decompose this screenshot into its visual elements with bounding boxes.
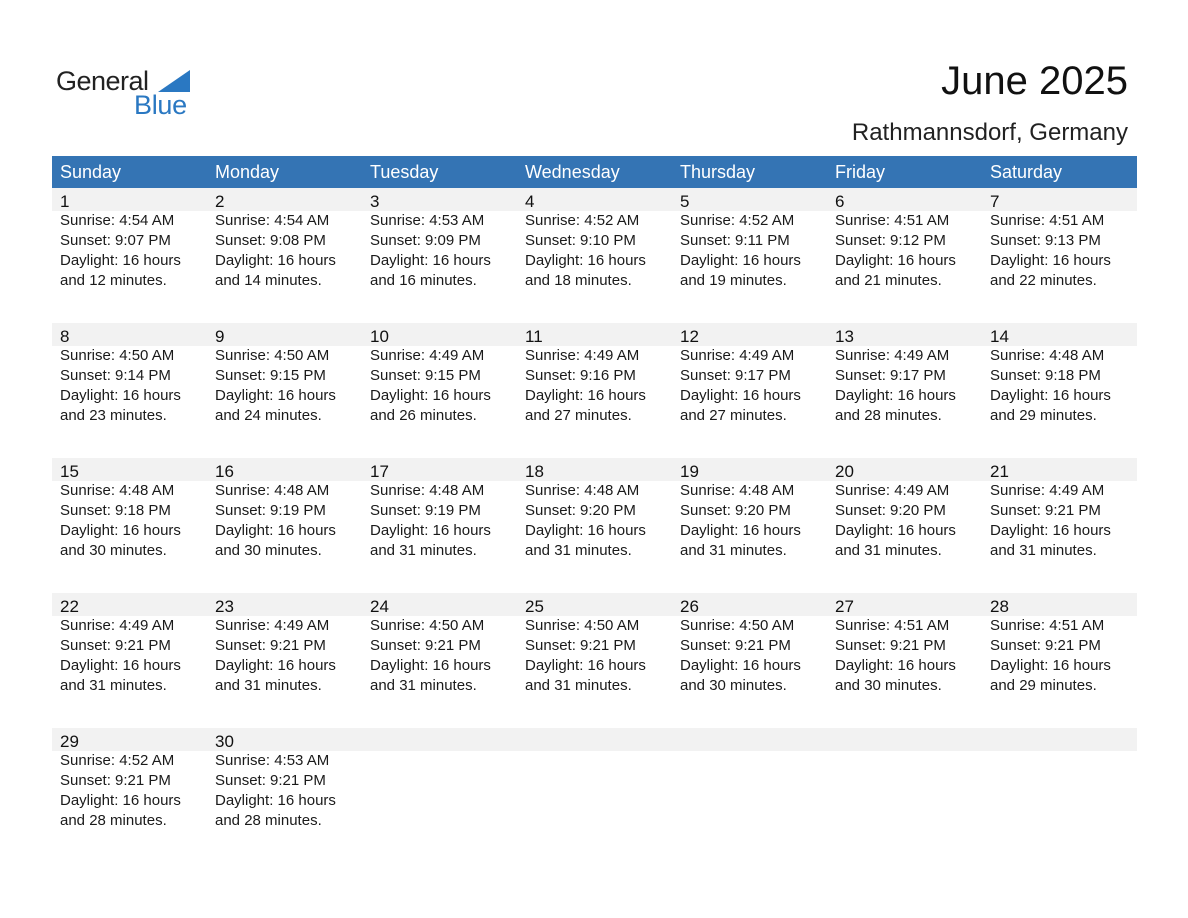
sunrise-text: Sunrise: 4:51 AM — [990, 617, 1105, 634]
sunrise-text: Sunrise: 4:50 AM — [525, 617, 640, 634]
sunrise-text: Sunrise: 4:52 AM — [680, 212, 795, 229]
week-cells — [52, 323, 1137, 426]
daylight-hours-text: Daylight: 16 hours — [370, 522, 491, 539]
day-cell — [982, 728, 1137, 831]
day-cell — [982, 323, 1137, 426]
day-cell — [207, 188, 362, 291]
sunset-text: Sunset: 9:20 PM — [835, 502, 946, 519]
daylight-hours-text: Daylight: 16 hours — [680, 657, 801, 674]
daylight-minutes-text: and 26 minutes. — [370, 407, 477, 424]
logo-general-text: General — [56, 66, 149, 96]
sunrise-text: Sunrise: 4:49 AM — [835, 347, 950, 364]
sunset-text: Sunset: 9:14 PM — [60, 367, 171, 384]
daylight-hours-text: Daylight: 16 hours — [60, 252, 181, 269]
day-number — [370, 728, 517, 751]
sunset-text: Sunset: 9:19 PM — [370, 502, 481, 519]
daylight-minutes-text: and 31 minutes. — [525, 542, 632, 559]
sunrise-text: Sunrise: 4:49 AM — [835, 482, 950, 499]
day-number — [680, 728, 827, 751]
day-cell — [672, 323, 827, 426]
daylight-minutes-text: and 23 minutes. — [60, 407, 167, 424]
week-row — [52, 323, 1137, 458]
day-cell — [672, 188, 827, 291]
daylight-hours-text: Daylight: 16 hours — [835, 522, 956, 539]
sunset-text: Sunset: 9:21 PM — [990, 637, 1101, 654]
sunset-text: Sunset: 9:18 PM — [990, 367, 1101, 384]
sunrise-text: Sunrise: 4:51 AM — [990, 212, 1105, 229]
sunset-text: Sunset: 9:15 PM — [370, 367, 481, 384]
day-number: 19 — [680, 462, 699, 481]
day-number: 12 — [680, 327, 699, 346]
day-number: 14 — [990, 327, 1009, 346]
sunrise-text: Sunrise: 4:53 AM — [215, 752, 330, 769]
sunset-text: Sunset: 9:11 PM — [680, 232, 790, 249]
sunrise-text: Sunrise: 4:50 AM — [215, 347, 330, 364]
daylight-hours-text: Daylight: 16 hours — [835, 252, 956, 269]
daylight-minutes-text: and 14 minutes. — [215, 272, 322, 289]
weekday-header-monday: Monday — [215, 162, 280, 182]
sunset-text: Sunset: 9:17 PM — [835, 367, 946, 384]
daylight-minutes-text: and 31 minutes. — [370, 542, 477, 559]
daylight-minutes-text: and 31 minutes. — [680, 542, 787, 559]
daylight-hours-text: Daylight: 16 hours — [990, 252, 1111, 269]
sunset-text: Sunset: 9:21 PM — [60, 637, 171, 654]
day-cell — [52, 323, 207, 426]
day-number: 5 — [680, 192, 690, 211]
day-cell — [52, 728, 207, 831]
day-cell — [362, 728, 517, 831]
day-cell — [517, 593, 672, 696]
day-cell — [517, 323, 672, 426]
daylight-minutes-text: and 12 minutes. — [60, 272, 167, 289]
sunset-text: Sunset: 9:08 PM — [215, 232, 326, 249]
daylight-minutes-text: and 29 minutes. — [990, 407, 1097, 424]
daylight-minutes-text: and 31 minutes. — [525, 677, 632, 694]
sunrise-text: Sunrise: 4:48 AM — [680, 482, 795, 499]
day-cell — [52, 188, 207, 291]
daylight-hours-text: Daylight: 16 hours — [215, 522, 336, 539]
day-cell — [207, 593, 362, 696]
daylight-hours-text: Daylight: 16 hours — [990, 522, 1111, 539]
daylight-hours-text: Daylight: 16 hours — [215, 252, 336, 269]
daylight-minutes-text: and 30 minutes. — [215, 542, 322, 559]
sunrise-text: Sunrise: 4:48 AM — [60, 482, 175, 499]
weekday-header-saturday: Saturday — [990, 162, 1063, 182]
sunrise-text: Sunrise: 4:49 AM — [215, 617, 330, 634]
day-cell — [827, 188, 982, 291]
week-cells — [52, 593, 1137, 696]
daylight-minutes-text: and 28 minutes. — [215, 812, 322, 829]
day-number: 29 — [60, 732, 79, 751]
daylight-hours-text: Daylight: 16 hours — [370, 657, 491, 674]
daylight-hours-text: Daylight: 16 hours — [215, 387, 336, 404]
daylight-hours-text: Daylight: 16 hours — [835, 387, 956, 404]
day-number: 20 — [835, 462, 854, 481]
daylight-minutes-text: and 27 minutes. — [680, 407, 787, 424]
day-cell — [207, 458, 362, 561]
sunrise-text: Sunrise: 4:49 AM — [60, 617, 175, 634]
daylight-minutes-text: and 19 minutes. — [680, 272, 787, 289]
daylight-hours-text: Daylight: 16 hours — [525, 522, 646, 539]
daylight-hours-text: Daylight: 16 hours — [215, 792, 336, 809]
day-cell — [672, 728, 827, 831]
sunrise-text: Sunrise: 4:49 AM — [680, 347, 795, 364]
daylight-minutes-text: and 28 minutes. — [835, 407, 942, 424]
day-number: 30 — [215, 732, 234, 751]
day-cell — [517, 728, 672, 831]
daylight-hours-text: Daylight: 16 hours — [680, 252, 801, 269]
week-row — [52, 188, 1137, 323]
day-cell — [672, 458, 827, 561]
daylight-hours-text: Daylight: 16 hours — [60, 522, 181, 539]
daylight-minutes-text: and 31 minutes. — [990, 542, 1097, 559]
sunset-text: Sunset: 9:15 PM — [215, 367, 326, 384]
day-cell — [207, 728, 362, 831]
sunrise-text: Sunrise: 4:53 AM — [370, 212, 485, 229]
daylight-minutes-text: and 30 minutes. — [835, 677, 942, 694]
daylight-hours-text: Daylight: 16 hours — [60, 657, 181, 674]
calendar-grid — [52, 156, 1137, 863]
day-number: 21 — [990, 462, 1009, 481]
daylight-minutes-text: and 18 minutes. — [525, 272, 632, 289]
daylight-hours-text: Daylight: 16 hours — [990, 657, 1111, 674]
day-number: 27 — [835, 597, 854, 616]
location-subtitle: Rathmannsdorf, Germany — [851, 119, 1128, 146]
day-number: 3 — [370, 192, 380, 211]
day-number: 22 — [60, 597, 79, 616]
day-cell — [827, 593, 982, 696]
daylight-minutes-text: and 24 minutes. — [215, 407, 322, 424]
week-row — [52, 593, 1137, 728]
sunset-text: Sunset: 9:21 PM — [990, 502, 1101, 519]
calendar-weeks — [52, 188, 1137, 863]
day-number — [990, 728, 1137, 751]
daylight-hours-text: Daylight: 16 hours — [525, 252, 646, 269]
sunrise-text: Sunrise: 4:54 AM — [60, 212, 175, 229]
sunrise-text: Sunrise: 4:48 AM — [990, 347, 1105, 364]
day-number: 11 — [525, 327, 543, 346]
daylight-hours-text: Daylight: 16 hours — [370, 387, 491, 404]
day-number: 16 — [215, 462, 234, 481]
sunrise-text: Sunrise: 4:52 AM — [60, 752, 175, 769]
sunrise-text: Sunrise: 4:51 AM — [835, 617, 950, 634]
day-cell — [982, 593, 1137, 696]
sunrise-text: Sunrise: 4:48 AM — [215, 482, 330, 499]
sunrise-text: Sunrise: 4:50 AM — [370, 617, 485, 634]
daylight-minutes-text: and 31 minutes. — [215, 677, 322, 694]
sunset-text: Sunset: 9:09 PM — [370, 232, 481, 249]
logo-triangle-icon — [158, 70, 190, 92]
day-cell — [207, 323, 362, 426]
sunset-text: Sunset: 9:21 PM — [215, 637, 326, 654]
day-cell — [982, 458, 1137, 561]
day-number: 4 — [525, 192, 535, 211]
daylight-hours-text: Daylight: 16 hours — [525, 387, 646, 404]
daylight-minutes-text: and 31 minutes. — [835, 542, 942, 559]
sunset-text: Sunset: 9:17 PM — [680, 367, 791, 384]
day-number: 25 — [525, 597, 544, 616]
sunrise-text: Sunrise: 4:52 AM — [525, 212, 640, 229]
daylight-minutes-text: and 27 minutes. — [525, 407, 632, 424]
day-cell — [52, 593, 207, 696]
week-cells — [52, 188, 1137, 291]
daylight-hours-text: Daylight: 16 hours — [370, 252, 491, 269]
day-number: 17 — [370, 462, 389, 481]
sunset-text: Sunset: 9:07 PM — [60, 232, 171, 249]
day-number: 6 — [835, 192, 845, 211]
day-number: 10 — [370, 327, 389, 346]
daylight-hours-text: Daylight: 16 hours — [60, 792, 181, 809]
daylight-hours-text: Daylight: 16 hours — [835, 657, 956, 674]
sunset-text: Sunset: 9:21 PM — [835, 637, 946, 654]
day-cell — [827, 728, 982, 831]
daylight-hours-text: Daylight: 16 hours — [990, 387, 1111, 404]
day-number: 26 — [680, 597, 699, 616]
daylight-hours-text: Daylight: 16 hours — [215, 657, 336, 674]
day-number — [835, 728, 982, 751]
week-row — [52, 728, 1137, 863]
sunrise-text: Sunrise: 4:49 AM — [370, 347, 485, 364]
day-cell — [362, 323, 517, 426]
daylight-minutes-text: and 30 minutes. — [60, 542, 167, 559]
day-cell — [362, 593, 517, 696]
weekday-header-row — [52, 156, 1137, 188]
day-cell — [827, 458, 982, 561]
day-number: 9 — [215, 327, 225, 346]
sunset-text: Sunset: 9:12 PM — [835, 232, 946, 249]
sunset-text: Sunset: 9:21 PM — [680, 637, 791, 654]
day-number: 23 — [215, 597, 234, 616]
day-cell — [517, 188, 672, 291]
week-row — [52, 458, 1137, 593]
daylight-minutes-text: and 28 minutes. — [60, 812, 167, 829]
sunrise-text: Sunrise: 4:51 AM — [835, 212, 950, 229]
weekday-header-thursday: Thursday — [680, 162, 756, 182]
sunrise-text: Sunrise: 4:49 AM — [990, 482, 1105, 499]
sunset-text: Sunset: 9:20 PM — [525, 502, 636, 519]
sunset-text: Sunset: 9:20 PM — [680, 502, 791, 519]
week-cells — [52, 728, 1137, 831]
daylight-minutes-text: and 30 minutes. — [680, 677, 787, 694]
day-number: 15 — [60, 462, 79, 481]
daylight-minutes-text: and 21 minutes. — [835, 272, 942, 289]
day-cell — [362, 458, 517, 561]
day-cell — [827, 323, 982, 426]
sunset-text: Sunset: 9:19 PM — [215, 502, 326, 519]
weekday-header-tuesday: Tuesday — [370, 162, 439, 182]
daylight-minutes-text: and 29 minutes. — [990, 677, 1097, 694]
day-number — [525, 728, 672, 751]
day-number: 2 — [215, 192, 225, 211]
sunrise-text: Sunrise: 4:50 AM — [680, 617, 795, 634]
sunrise-text: Sunrise: 4:50 AM — [60, 347, 175, 364]
day-number: 24 — [370, 597, 389, 616]
weekday-header-friday: Friday — [835, 162, 886, 182]
page-title: June 2025 — [941, 59, 1128, 103]
daylight-hours-text: Daylight: 16 hours — [680, 522, 801, 539]
sunrise-text: Sunrise: 4:48 AM — [370, 482, 485, 499]
day-number: 1 — [60, 192, 70, 211]
daylight-minutes-text: and 31 minutes. — [60, 677, 167, 694]
day-cell — [362, 188, 517, 291]
weekday-header-wednesday: Wednesday — [525, 162, 620, 182]
day-number: 8 — [60, 327, 70, 346]
day-cell — [982, 188, 1137, 291]
week-cells — [52, 458, 1137, 561]
day-cell — [52, 458, 207, 561]
brand-logo — [56, 66, 196, 118]
day-number: 18 — [525, 462, 544, 481]
day-number: 28 — [990, 597, 1009, 616]
weekday-header-sunday: Sunday — [60, 162, 122, 182]
day-number: 7 — [990, 192, 1000, 211]
sunset-text: Sunset: 9:16 PM — [525, 367, 636, 384]
daylight-hours-text: Daylight: 16 hours — [680, 387, 801, 404]
daylight-hours-text: Daylight: 16 hours — [60, 387, 181, 404]
sunset-text: Sunset: 9:21 PM — [525, 637, 636, 654]
sunset-text: Sunset: 9:21 PM — [60, 772, 171, 789]
day-cell — [517, 458, 672, 561]
day-number: 13 — [835, 327, 854, 346]
day-cell — [672, 593, 827, 696]
sunset-text: Sunset: 9:18 PM — [60, 502, 171, 519]
daylight-minutes-text: and 22 minutes. — [990, 272, 1097, 289]
sunset-text: Sunset: 9:21 PM — [215, 772, 326, 789]
sunrise-text: Sunrise: 4:48 AM — [525, 482, 640, 499]
sunrise-text: Sunrise: 4:54 AM — [215, 212, 330, 229]
sunset-text: Sunset: 9:13 PM — [990, 232, 1101, 249]
daylight-hours-text: Daylight: 16 hours — [525, 657, 646, 674]
sunset-text: Sunset: 9:10 PM — [525, 232, 636, 249]
sunset-text: Sunset: 9:21 PM — [370, 637, 481, 654]
daylight-minutes-text: and 31 minutes. — [370, 677, 477, 694]
logo-blue-text: Blue — [134, 90, 187, 120]
sunrise-text: Sunrise: 4:49 AM — [525, 347, 640, 364]
daylight-minutes-text: and 16 minutes. — [370, 272, 477, 289]
